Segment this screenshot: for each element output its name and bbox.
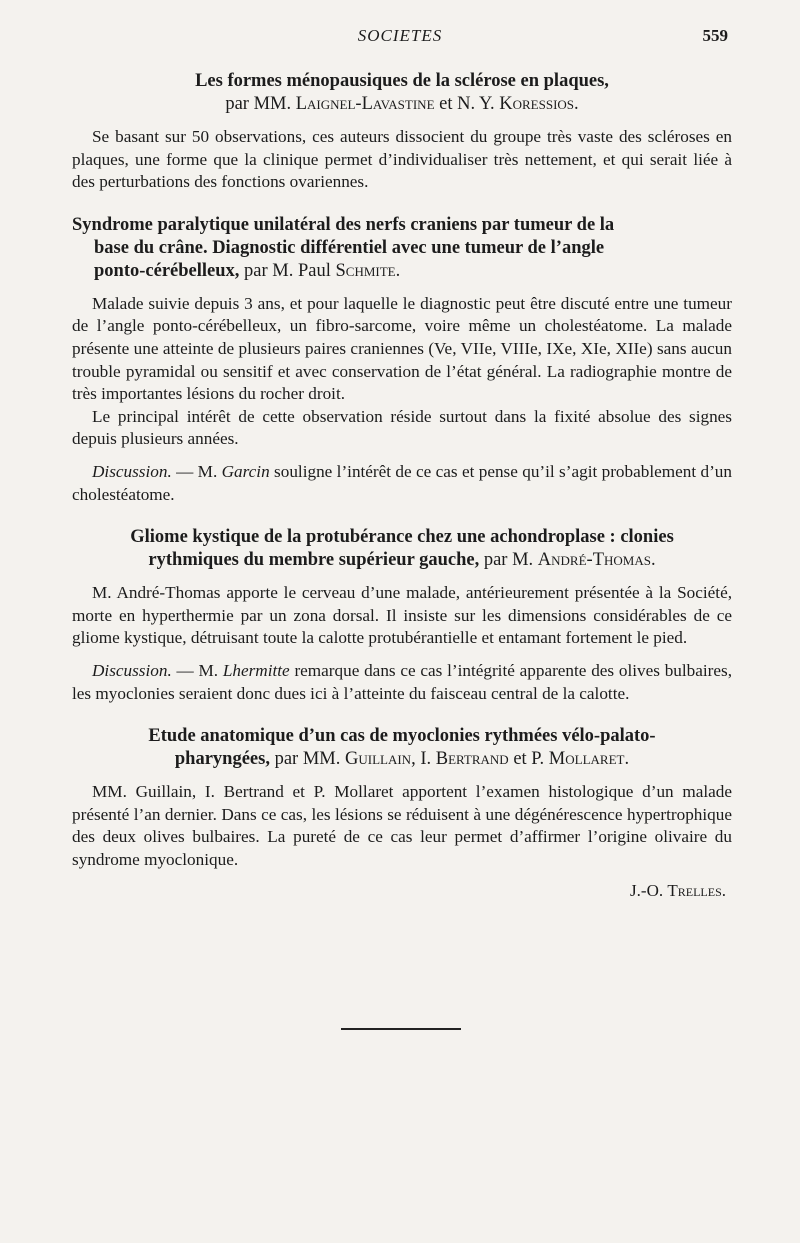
discussion-paragraph [72, 660, 732, 705]
discussion-text: souligne l’intérêt de ce cas et pense qu’il s’agit probablement d’un cholestéatome. [72, 461, 732, 504]
article-cystic-glioma [72, 526, 732, 705]
title-line: Etude anatomique d’un cas de myoclonies rythmées vélo-palato- [148, 726, 656, 747]
title-line: ponto-cérébelleux, [94, 260, 240, 281]
byline [244, 261, 400, 281]
article-cranial-nerves-syndrome [72, 214, 732, 506]
article-menopausal-ms [72, 70, 732, 194]
article-paragraph: Se basant sur 50 observations, ces auteurs dissocient du groupe très vaste des scléroses en plaques, une forme que la clinique permet d’individualiser très nettement, et qui serait liée à des perturbations des fonctions ovariennes. [72, 127, 732, 192]
article-paragraph: Malade suivie depuis 3 ans, et pour laquelle le diagnostic peut être discuté entre une tumeur de l’angle ponto-cérébelleux, un fibro-sarcome, voire même un cholestéatome. La malade présente une atteinte de plusieurs paires craniennes (Ve, VIIe, VIIIe, IXe, XIe, XIIe) sans aucun trouble pyramidal ou sensitif et avec conservation de l’état général. La radiographie montre de très importantes lésions du rocher droit. [72, 293, 732, 404]
byline-prefix: par MM. [225, 94, 292, 114]
end-rule [341, 1028, 461, 1030]
page-number: 559 [702, 26, 728, 45]
author-name: Bertrand [435, 749, 509, 770]
article-paragraph: MM. Guillain, I. Bertrand et P. Mollaret apportent l’examen histologique d’un malade présenté l’an dernier. Dans ce cas, les lésions se réduisent à une dégénérescence hypertrophique des deux olives bulbaires. La pureté de ce cas leur permet d’affirmer l’origine olivaire du syndrome myoclonique. [72, 782, 732, 869]
author-name: André-Thomas [537, 550, 651, 571]
discussion-dash: — M. [171, 461, 222, 481]
title-line: pharyngées, [174, 749, 270, 770]
article-myoclonies-study [72, 725, 732, 901]
byline [225, 94, 578, 114]
discussion-paragraph [72, 461, 732, 506]
title-line: rythmiques du membre supérieur gauche, [148, 550, 480, 571]
discussant-name: Lhermitte [222, 660, 290, 680]
author-name: Schmite [335, 260, 396, 281]
byline-end: . [395, 260, 401, 281]
title-text: Les formes ménopausiques de la sclérose en plaques, [195, 71, 609, 91]
article-title [72, 526, 732, 572]
byline-end: . [650, 550, 656, 571]
discussion-text: remarque dans ce cas l’intégrité apparente des olives bulbaires, les myoclonies seraient donc dues ici à l’atteinte du faisceau central de la calotte. [72, 660, 732, 703]
byline-prefix: par MM. [274, 749, 341, 770]
discussion-label: Discussion. [92, 461, 172, 481]
article-title [72, 70, 732, 116]
running-head [0, 26, 800, 50]
discussant-name: Garcin [221, 461, 270, 481]
byline-end: . [624, 749, 630, 770]
byline [275, 749, 630, 769]
byline-conjunction: et N. Y. [439, 94, 495, 114]
byline-separator: , I. [411, 749, 432, 770]
page-content [72, 70, 732, 901]
title-continuation [72, 237, 732, 283]
article-title [72, 725, 732, 771]
author-name: Guillain [345, 749, 412, 770]
title-line: base du crâne. Diagnostic différentiel avec une tumeur de l’angle [94, 237, 605, 258]
byline-prefix: par M. Paul [244, 260, 331, 281]
author-name: Mollaret [548, 749, 625, 770]
byline-prefix: par M. [483, 550, 534, 571]
running-title: SOCIETES [357, 26, 443, 45]
signature: J.-O. Trelles. [630, 881, 726, 901]
signature-initials: J.-O. [630, 881, 664, 901]
title-line: Gliome kystique de la protubérance chez une achondroplase : clonies [130, 527, 674, 548]
discussion-dash: — M. [171, 660, 223, 680]
byline-conjunction: et P. [513, 749, 545, 770]
article-title [72, 214, 732, 283]
discussion-label: Discussion. [92, 660, 172, 680]
author-name: Laignel-Lavastine [295, 94, 435, 114]
byline [484, 550, 656, 570]
author-name: Koressios [499, 94, 575, 114]
article-paragraph: Le principal intérêt de cette observation réside surtout dans la fixité absolue des signes depuis plusieurs années. [72, 406, 732, 449]
signature-name: Trelles [667, 881, 722, 901]
title-line: Syndrome paralytique unilatéral des nerfs craniens par tumeur de la [72, 214, 615, 235]
article-paragraph: M. André-Thomas apporte le cerveau d’une malade, antérieurement présentée à la Société, morte en hyperthermie par un zona dorsal. Il insiste sur les dimensions considérables de ce gliome kystique, détruisant toute la calotte protubérantielle et entamant fortement le pied. [72, 583, 732, 648]
byline-end: . [574, 94, 579, 114]
